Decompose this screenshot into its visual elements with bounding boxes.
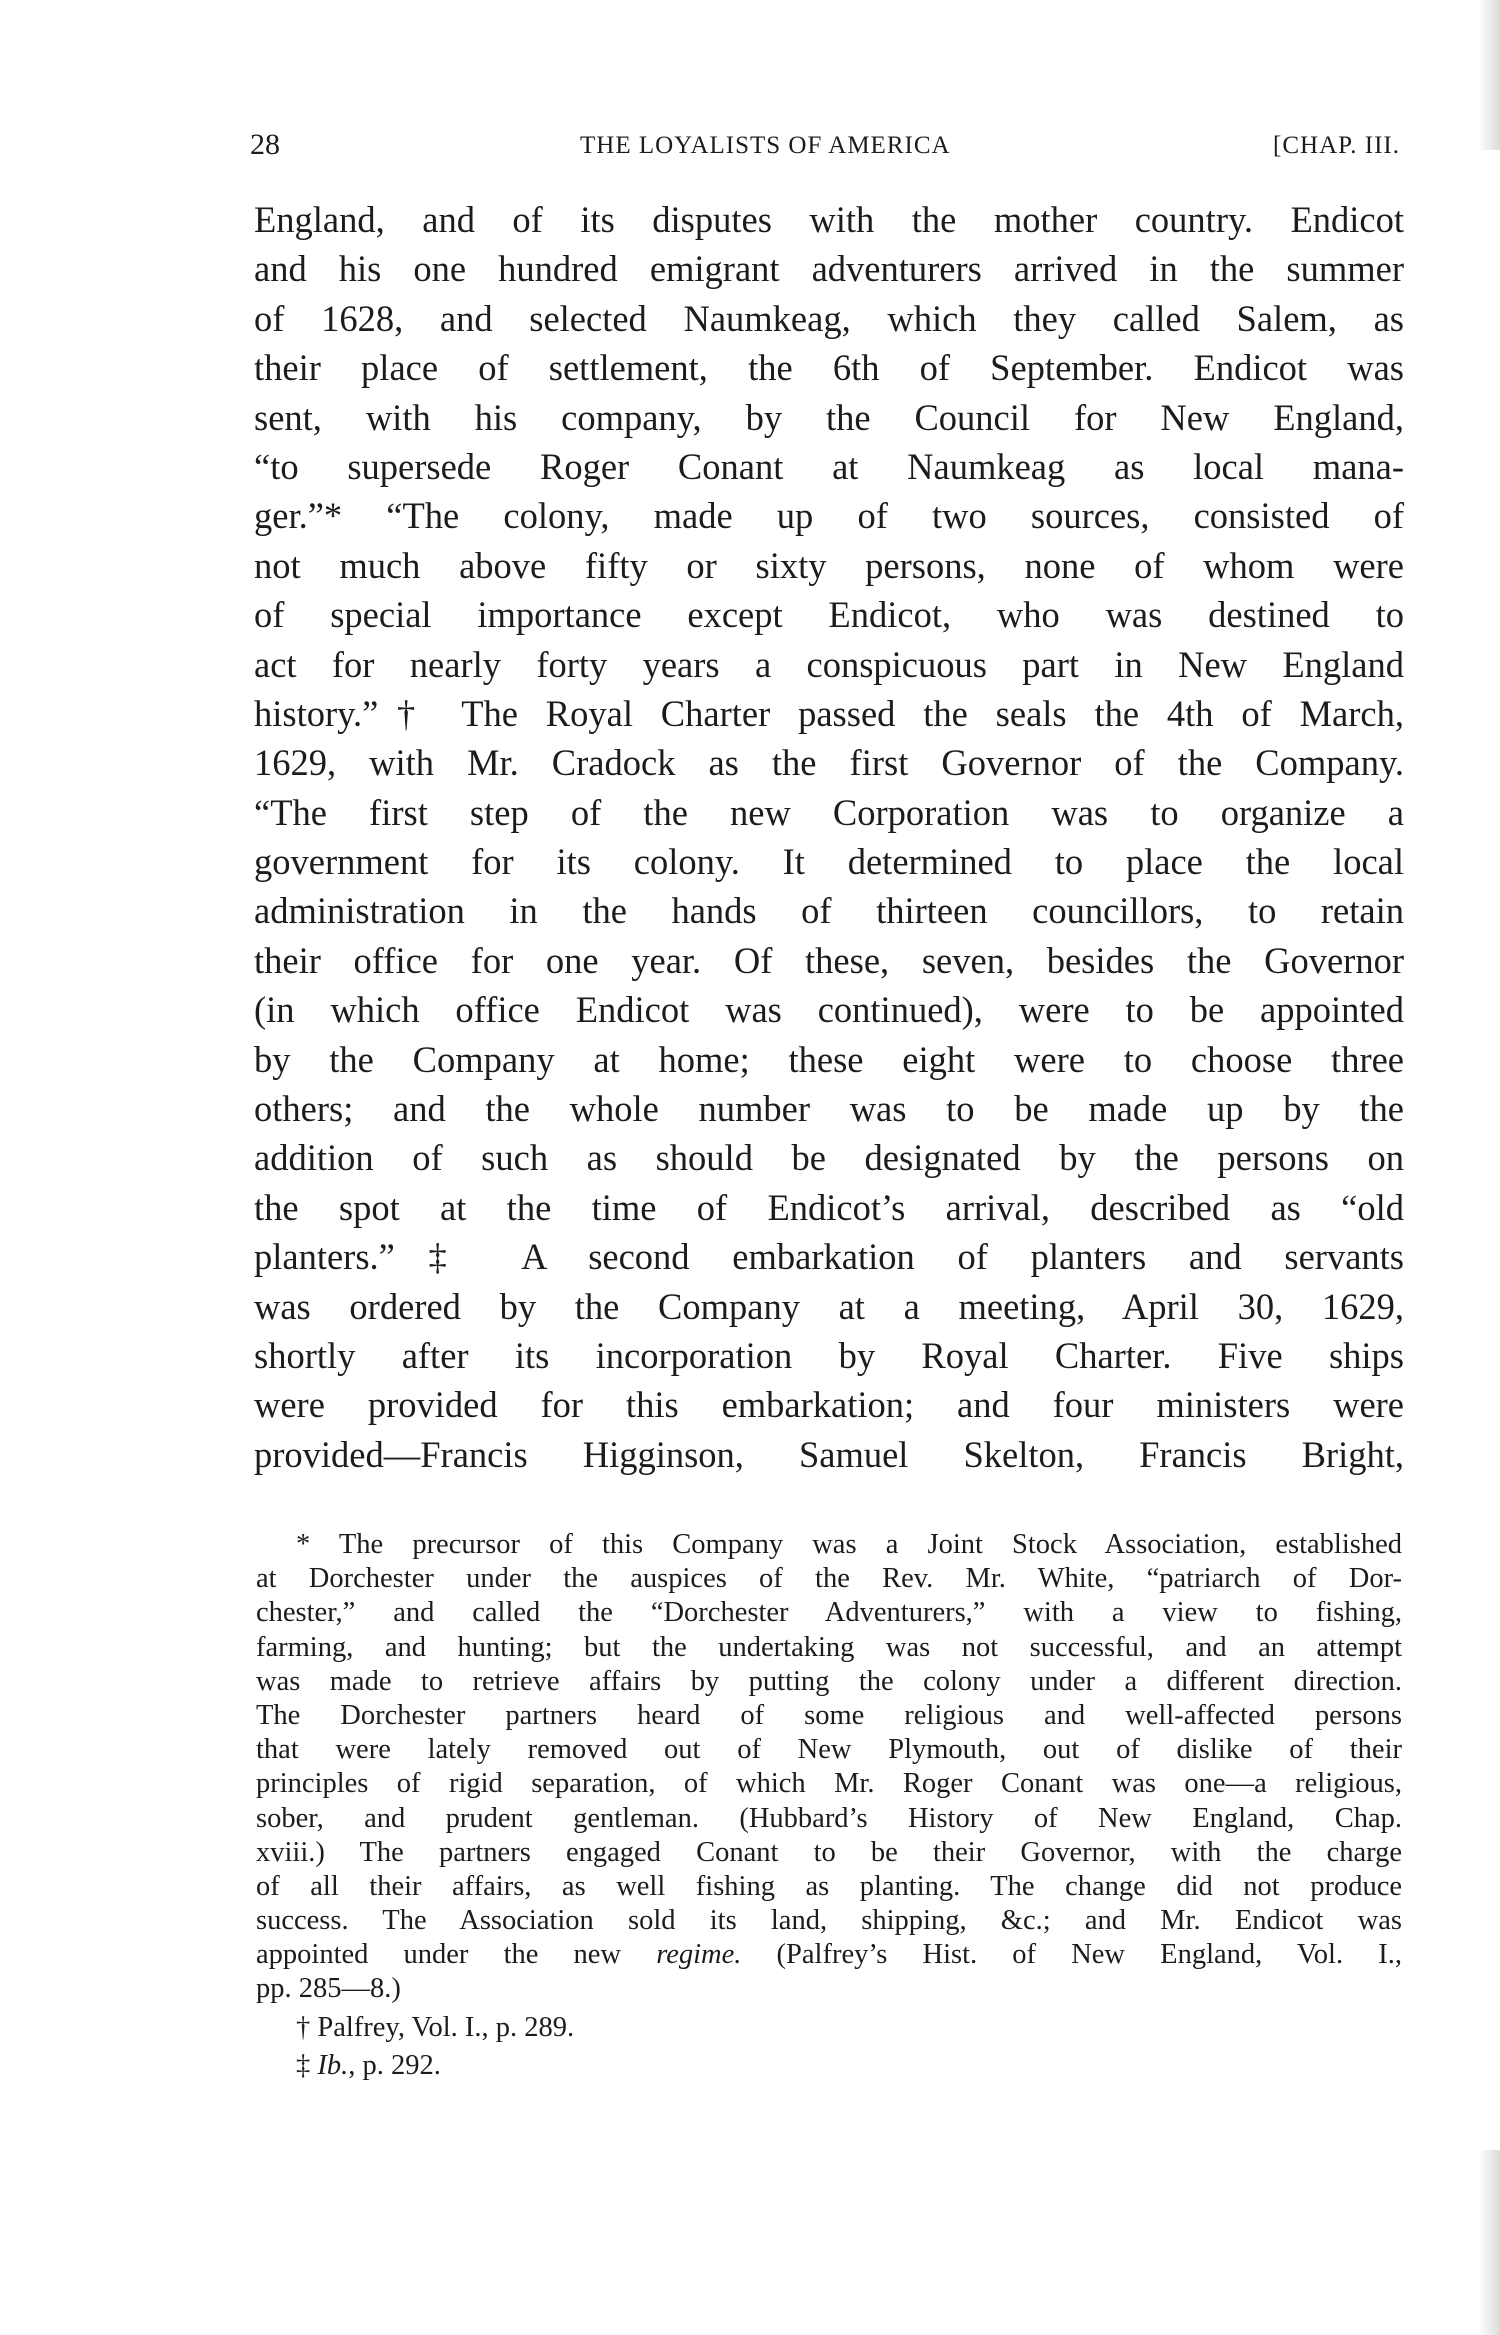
text-line: (in which office Endicot was continued), were to be appointed (254, 989, 1404, 1031)
text-line: of special importance except Endicot, who was destined to (254, 594, 1404, 636)
text-line: their office for one year. Of these, seven, besides the Governor (254, 939, 1404, 981)
text-line: ger.”* “The colony, made up of two sources, consisted of (254, 495, 1404, 537)
text-line: sent, with his company, by the Council for New England, (254, 396, 1404, 438)
text-line: “to supersede Roger Conant at Naumkeag as local mana- (254, 445, 1404, 487)
footnote-line: sober, and prudent gentleman. (Hubbard’s History of New England, Chap. (256, 1802, 1402, 1834)
footnote-line: success. The Association sold its land, shipping, &c.; and Mr. Endicot was (256, 1905, 1402, 1937)
text-line: the spot at the time of Endicot’s arrival, described as “old (254, 1186, 1404, 1228)
footnote-line: at Dorchester under the auspices of the Rev. Mr. White, “patriarch of Dor- (256, 1563, 1402, 1595)
footnote-line (256, 1938, 1402, 1972)
text-line: “The first step of the new Corporation was to organize a (254, 791, 1404, 833)
footnote-line: that were lately removed out of New Plymouth, out of dislike of their (256, 1734, 1402, 1766)
text-line: administration in the hands of thirteen councillors, to retain (254, 890, 1404, 932)
scan-edge-shadow-top (1478, 0, 1500, 150)
footnote-mark: ‡ (296, 2049, 318, 2081)
text-line: England, and of its disputes with the mother country. Endicot (254, 199, 1404, 240)
page-number: 28 (250, 128, 280, 161)
footnote-line: pp. 285—8.) (256, 1973, 401, 2005)
text-line: act for nearly forty years a conspicuous part in New England (254, 643, 1404, 685)
running-title: THE LOYALISTS OF AMERICA (580, 132, 951, 159)
text-line: their place of settlement, the 6th of September. Endicot was (254, 347, 1404, 389)
footnote-line: xviii.) The partners engaged Conant to be their Governor, with the charge (256, 1836, 1402, 1868)
text-line: 1629, with Mr. Cradock as the first Governor of the Company. (254, 742, 1404, 784)
text-line: provided—Francis Higginson, Samuel Skelton, Francis Bright, (254, 1433, 1404, 1475)
footnote-line: chester,” and called the “Dorchester Adventurers,” with a view to fishing, (256, 1597, 1402, 1629)
footnote-text: (Palfrey’s Hist. of New England, Vol. I., (741, 1939, 1402, 1971)
running-header (250, 128, 1400, 174)
main-text (254, 195, 1404, 1479)
footnote-dagger: † Palfrey, Vol. I., p. 289. (296, 2011, 575, 2043)
text-line: by the Company at home; these eight were to choose three (254, 1038, 1404, 1080)
italic-term: regime. (656, 1939, 742, 1971)
footnotes (256, 1528, 1402, 2083)
scan-edge-shadow-bottom (1478, 2150, 1500, 2335)
footnote-text: , p. 292. (348, 2049, 441, 2081)
footnote-text: appointed under the new (256, 1939, 657, 1971)
footnote-line: was made to retrieve affairs by putting the colony under a different direction. (256, 1665, 1402, 1697)
text-line: addition of such as should be designated by the persons on (254, 1137, 1404, 1179)
footnote-line: farming, and hunting; but the undertaking was not successful, and an attempt (256, 1631, 1402, 1663)
text-line: planters.”‡ A second embarkation of planters and servants (254, 1236, 1404, 1278)
italic-term: Ib. (317, 2049, 349, 2081)
text-line: history.”† The Royal Charter passed the seals the 4th of March, (254, 692, 1404, 734)
chapter-label: [CHAP. III. (1273, 132, 1400, 159)
text-line: others; and the whole number was to be made up by the (254, 1088, 1404, 1130)
footnote-double-dagger (256, 2049, 1402, 2083)
text-line: shortly after its incorporation by Royal Charter. Five ships (254, 1334, 1404, 1376)
footnote-line: of all their affairs, as well fishing as planting. The change did not produce (256, 1870, 1402, 1902)
text-line: government for its colony. It determined to place the local (254, 841, 1404, 883)
footnote-line: principles of rigid separation, of which Mr. Roger Conant was one—a religious, (256, 1768, 1402, 1800)
text-line: of 1628, and selected Naumkeag, which they called Salem, as (254, 297, 1404, 339)
footnote-line: * The precursor of this Company was a Joint Stock Association, established (296, 1529, 1402, 1560)
text-line: not much above fifty or sixty persons, none of whom were (254, 544, 1404, 586)
text-line: and his one hundred emigrant adventurers arrived in the summer (254, 248, 1404, 290)
footnote-line: The Dorchester partners heard of some religious and well-affected persons (256, 1699, 1402, 1731)
text-line: were provided for this embarkation; and four ministers were (254, 1384, 1404, 1426)
text-line: was ordered by the Company at a meeting, April 30, 1629, (254, 1285, 1404, 1327)
